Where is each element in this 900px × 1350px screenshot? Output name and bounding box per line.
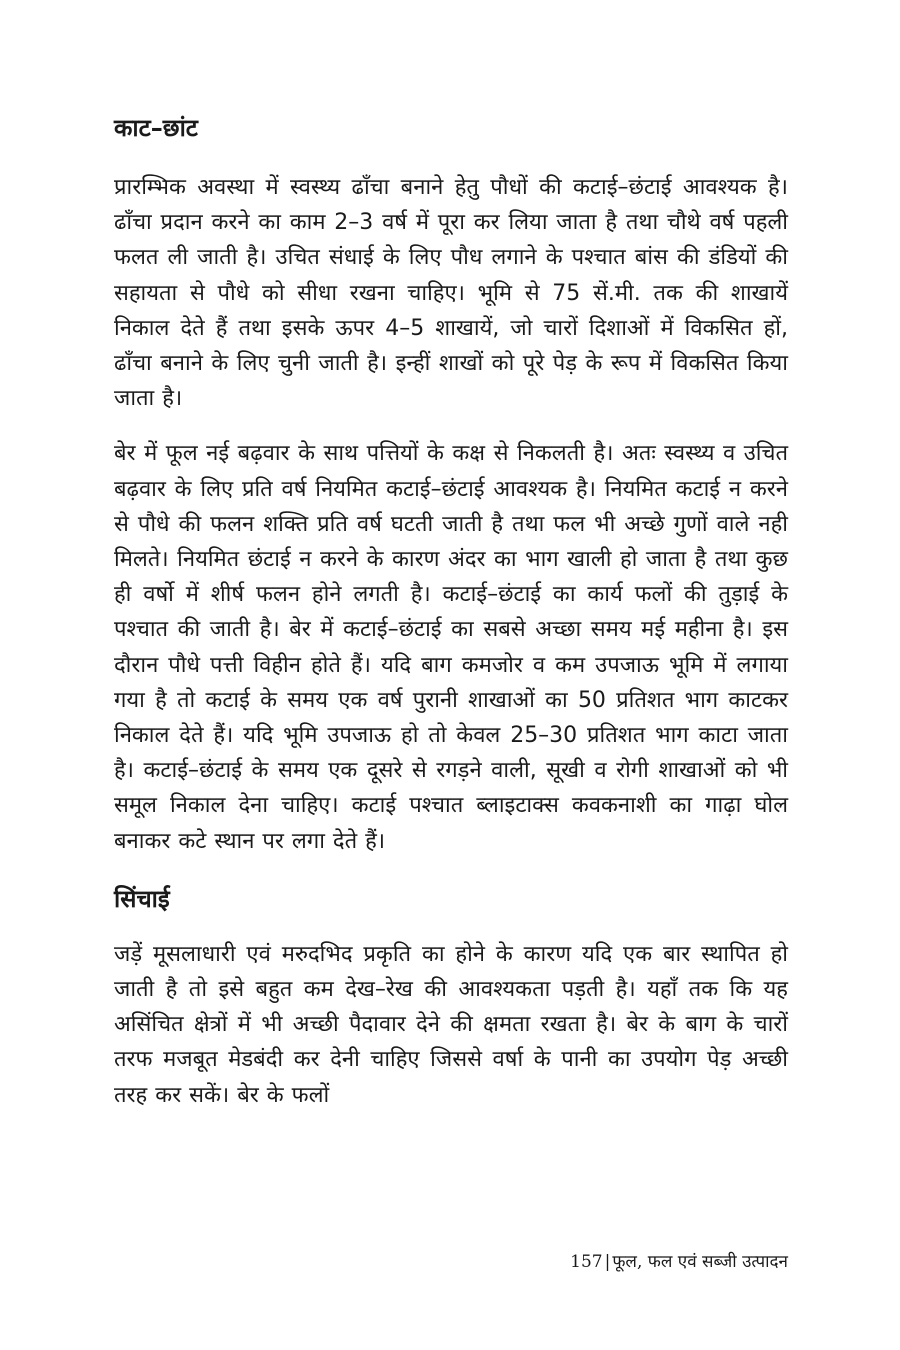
pruning-paragraph-1: प्रारम्भिक अवस्था में स्वस्थ्य ढाँचा बनाने हेतु पौधों की कटाई–छंटाई आवश्यक है। ढाँचा प्रदान करने का काम 2–3 वर्ष में पूरा कर लिया जाता है तथा चौथे वर्ष पहली फलत ली जाती है। उचित संधाई के लिए पौध लगाने के पश्चात बांस की डंडियों की सहायता से पौधे को सीधा रखना चाहिए। भूमि से 75 सें.मी. तक की शाखायें निकाल देते हैं तथा इसके ऊपर 4–5 शाखायें, जो चारों दिशाओं में विकसित हों, ढाँचा बनाने के लिए चुनी जाती है। इन्हीं शाखों को पूरे पेड़ के रूप में विकसित किया जाता है।	[114, 175, 788, 412]
book-title: फूल, फल एवं सब्जी उत्पादन	[612, 1252, 788, 1272]
page-number: 157	[570, 1252, 603, 1272]
footer-separator: |	[604, 1252, 611, 1272]
irrigation-paragraph-1: जड़ें मूसलाधारी एवं मरुदभिद प्रकृति का होने के कारण यदि एक बार स्थापित हो जाती है तो इसे बहुत कम देख–रेख की आवश्यकता पड़ती है। यहाँ तक कि यह असिंचित क्षेत्रों में भी अच्छी पैदावार देने की क्षमता रखता है। बेर के बाग के चारों तरफ मजबूत मेडबंदी कर देनी चाहिए जिससे वर्षा के पानी का उपयोग पेड़ अच्छी तरह कर सकें। बेर के फलों	[114, 941, 788, 1108]
pruning-paragraph-2: बेर में फूल नई बढ़वार के साथ पत्तियों के कक्ष से निकलती है। अतः स्वस्थ्य व उचित बढ़वार के लिए प्रति वर्ष नियमित कटाई–छंटाई आवश्यक है। नियमित कटाई न करने से पौधे की फलन शक्ति प्रति वर्ष घटती जाती है तथा फल भी अच्छे गुणों वाले नही मिलते। नियमित छंटाई न करने के कारण अंदर का भाग खाली हो जाता है तथा कुछ ही वर्षो में शीर्ष फलन होने लगती है। कटाई–छंटाई का कार्य फलों की तुड़ाई के पश्चात की जाती है। बेर में कटाई–छंटाई का सबसे अच्छा समय मई महीना है। इस दौरान पौधे पत्ती विहीन होते हैं। यदि बाग कमजोर व कम उपजाऊ भूमि में लगाया गया है तो कटाई के समय एक वर्ष पुरानी शाखाओं का 50 प्रतिशत भाग काटकर निकाल देते हैं। यदि भूमि उपजाऊ हो तो केवल 25–30 प्रतिशत भाग काटा जाता है। कटाई–छंटाई के समय एक दूसरे से रगड़ने वाली, सूखी व रोगी शाखाओं को भी समूल निकाल देना चाहिए। कटाई पश्चात ब्लाइटाक्स कवकनाशी का गाढ़ा घोल बनाकर कटे स्थान पर लगा देते हैं।	[114, 441, 788, 854]
page-body	[114, 108, 788, 1113]
section-heading-irrigation: सिंचाई	[114, 884, 170, 913]
section-heading-pruning: काट–छांट	[114, 114, 198, 142]
page-footer	[570, 1250, 788, 1274]
